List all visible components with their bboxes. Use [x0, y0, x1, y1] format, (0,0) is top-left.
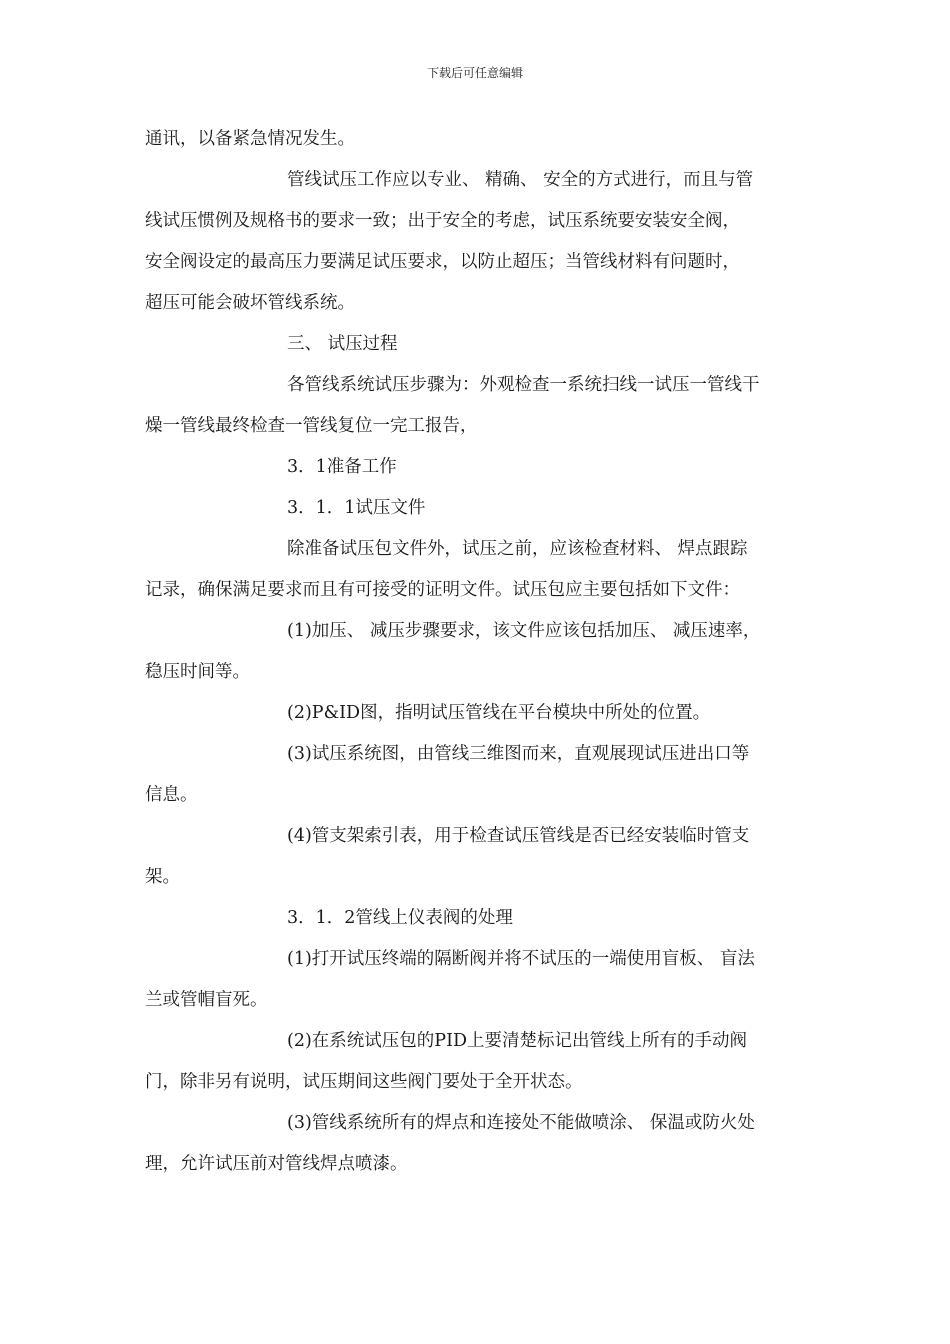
text-line-5: 超压可能会破坏管线系统。	[145, 293, 355, 313]
text-line-11: 除准备试压包文件外，试压之前，应该检查材料、 焊点跟踪	[287, 539, 748, 559]
section-heading-3: 三、 试压过程	[287, 334, 398, 354]
list-item-b2-line-1: (2)在系统试压包的PID上要清楚标记出管线上所有的手动阀	[287, 1031, 748, 1051]
text-line-2: 管线试压工作应以专业、 精确、 安全的方式进行，而且与管	[287, 170, 754, 190]
list-item-b2-line-2: 门，除非另有说明，试压期间这些阀门要处于全开状态。	[145, 1072, 583, 1092]
list-item-1-line-1: (1)加压、 减压步骤要求，该文件应该包括加压、 减压速率，	[287, 621, 761, 641]
list-item-4-line-2: 架。	[145, 867, 180, 887]
subsection-heading-3-1: 3．1准备工作	[287, 457, 397, 477]
list-item-b3-line-1: (3)管线系统所有的焊点和连接处不能做喷涂、 保温或防火处	[287, 1113, 755, 1133]
text-line-3: 线试压惯例及规格书的要求一致；出于安全的考虑，试压系统要安装安全阀，	[145, 211, 740, 231]
list-item-1-line-2: 稳压时间等。	[145, 662, 250, 682]
text-line-12: 记录，确保满足要求而且有可接受的证明文件。试压包应主要包括如下文件：	[145, 580, 740, 600]
list-item-b3-line-2: 理，允许试压前对管线焊点喷漆。	[145, 1154, 408, 1174]
list-item-b1-line-2: 兰或管帽盲死。	[145, 990, 268, 1010]
text-line-4: 安全阀设定的最高压力要满足试压要求，以防止超压；当管线材料有问题时，	[145, 252, 740, 272]
page-header: 下载后可任意编辑	[426, 66, 523, 80]
subsection-heading-3-1-2: 3．1．2管线上仪表阀的处理	[287, 908, 513, 928]
list-item-2: (2)P&ID图，指明试压管线在平台模块中所处的位置。	[287, 703, 711, 723]
list-item-b1-line-1: (1)打开试压终端的隔断阀并将不试压的一端使用盲板、 盲法	[287, 949, 755, 969]
text-line-1: 通讯，以备紧急情况发生。	[145, 129, 355, 149]
list-item-3-line-1: (3)试压系统图，由管线三维图而来，直观展现试压进出口等	[287, 744, 750, 764]
text-line-7: 各管线系统试压步骤为：外观检查一系统扫线一试压一管线干	[287, 375, 760, 395]
list-item-3-line-2: 信息。	[145, 785, 198, 805]
text-line-8: 燥一管线最终检查一管线复位一完工报告，	[145, 416, 478, 436]
subsection-heading-3-1-1: 3．1．1试压文件	[287, 498, 426, 518]
list-item-4-line-1: (4)管支架索引表，用于检查试压管线是否已经安装临时管支	[287, 826, 750, 846]
